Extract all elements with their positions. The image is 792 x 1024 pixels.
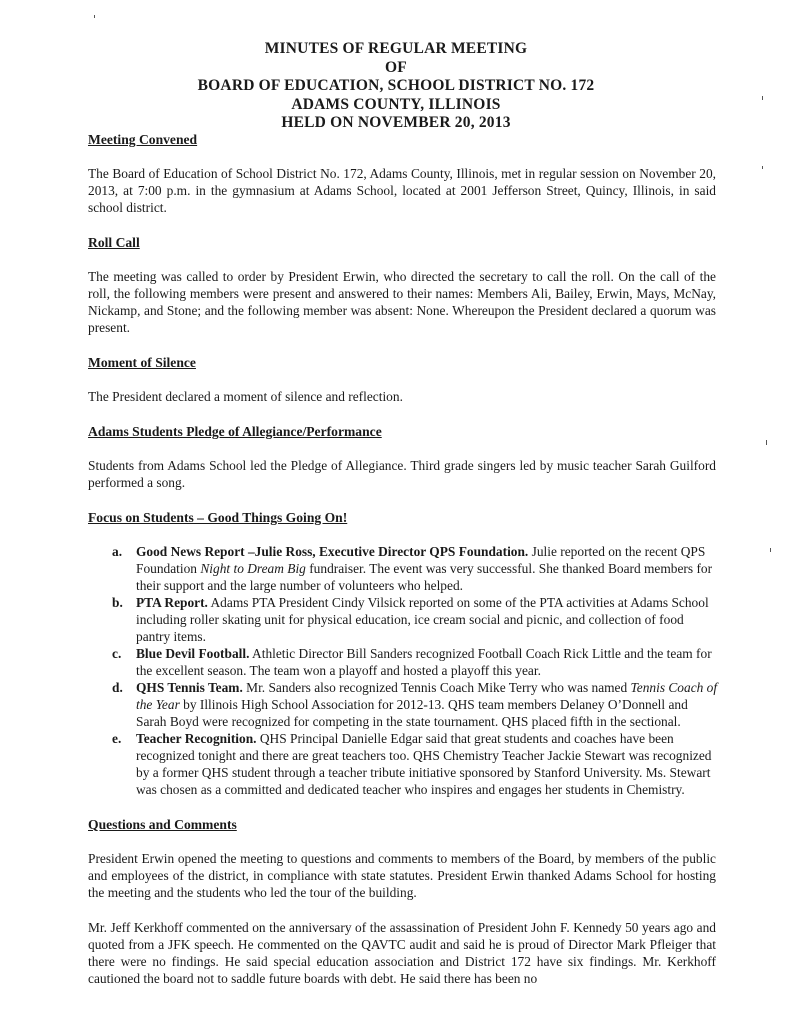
item-text: Julie reported on the recent QPS Foundation bbox=[136, 544, 706, 576]
scan-mark bbox=[762, 96, 763, 100]
scan-mark bbox=[762, 166, 763, 169]
item-marker: b. bbox=[112, 595, 123, 610]
item-text: by Illinois High School Association for 2012-13. QHS team members Delaney O’Donnell and Sarah Boyd were recognized for competing in the state tournament. QHS placed fifth in the sectional. bbox=[136, 697, 688, 729]
list-item bbox=[112, 594, 720, 645]
heading-moment-of-silence: Moment of Silence bbox=[88, 355, 196, 370]
heading-questions-and-comments: Questions and Comments bbox=[88, 817, 237, 832]
item-marker: d. bbox=[112, 680, 123, 695]
list-item bbox=[112, 679, 720, 730]
document-body bbox=[88, 131, 716, 987]
document-title bbox=[0, 40, 792, 133]
item-italic: Tennis Coach of the Year bbox=[136, 680, 718, 712]
item-italic: Night to Dream Big bbox=[200, 561, 306, 576]
paragraph-pledge: Students from Adams School led the Pledge of Allegiance. Third grade singers led by music teacher Sarah Guilford performed a song. bbox=[88, 458, 716, 490]
title-line-2: OF bbox=[385, 58, 407, 76]
scan-mark bbox=[766, 440, 767, 445]
title-line-3: BOARD OF EDUCATION, SCHOOL DISTRICT NO. 172 bbox=[197, 77, 595, 94]
item-text: Athletic Director Bill Sanders recognized Football Coach Rick Little and the team for the excellent season. The team won a playoff and hosted a playoff this year. bbox=[136, 646, 712, 678]
title-line-5: HELD ON NOVEMBER 20, 2013 bbox=[281, 114, 511, 131]
paragraph-moment-of-silence: The President declared a moment of silence and reflection. bbox=[88, 389, 403, 404]
paragraph-meeting-convened: The Board of Education of School District No. 172, Adams County, Illinois, met in regular session on November 20, 2013, at 7:00 p.m. in the gymnasium at Adams School, located at 2001 Jefferson Street, Quincy, Illinois, in said school district. bbox=[88, 166, 716, 215]
heading-pledge: Adams Students Pledge of Allegiance/Performance bbox=[88, 424, 382, 439]
item-lead: PTA Report. bbox=[136, 595, 208, 610]
item-text: QHS Principal Danielle Edgar said that great students and coaches have been recognized tonight and there are great teachers too. QHS Chemistry Teacher Jackie Stewart was recognized by a former QHS student through a teacher tribute initiative sponsored by Stanford University. Ms. Stewart was chosen as a committed and dedicated teacher who inspires and engages her students in Chemistry. bbox=[136, 731, 712, 797]
paragraph-questions-1: President Erwin opened the meeting to questions and comments to members of the Board, by members of the public and employees of the district, in compliance with state statutes. President Erwin thanked Adams School for hosting the meeting and the students who led the tour of the building. bbox=[88, 851, 716, 900]
scan-mark bbox=[94, 15, 95, 18]
item-text: Mr. Sanders also recognized Tennis Coach Mike Terry who was named bbox=[242, 680, 631, 695]
heading-meeting-convened: Meeting Convened bbox=[88, 132, 198, 147]
title-line-4: ADAMS COUNTY, ILLINOIS bbox=[291, 95, 501, 113]
paragraph-questions-2: Mr. Jeff Kerkhoff commented on the anniversary of the assassination of President John F. Kennedy 50 years ago and quoted from a JFK speech. He commented on the QAVTC audit and said he is proud of Director Mark Pfleiger that there were no findings. He said special education association and District 172 have six findings. Mr. Kerkhoff cautioned the board not to saddle future boards with debt. He said there has been no bbox=[88, 920, 716, 986]
item-text: Adams PTA President Cindy Vilsick reported on some of the PTA activities at Adams School including roller skating unit for physical education, ice cream social and picnic, and collection of food pantry items. bbox=[136, 595, 709, 644]
item-lead: QHS Tennis Team. bbox=[136, 680, 243, 695]
paragraph-roll-call: The meeting was called to order by President Erwin, who directed the secretary to call the roll. On the call of the roll, the following members were present and answered to their names: Members Ali, Bailey, Erwin, Mays, McNay, Nickamp, and Stone; and the following member was absent: None. Whereupon the President declared a quorum was present. bbox=[88, 269, 716, 335]
heading-roll-call: Roll Call bbox=[88, 235, 140, 250]
item-lead: Good News Report –Julie Ross, Executive Director QPS Foundation. bbox=[136, 544, 529, 559]
item-lead: Blue Devil Football. bbox=[136, 646, 250, 661]
item-marker: a. bbox=[112, 544, 123, 559]
item-marker: c. bbox=[112, 646, 122, 661]
item-text: fundraiser. The event was very successful. She thanked Board members for their support and the large number of volunteers who helped. bbox=[136, 561, 713, 593]
item-lead: Teacher Recognition. bbox=[136, 731, 257, 746]
focus-items-list bbox=[88, 543, 720, 798]
list-item bbox=[112, 730, 720, 798]
list-item bbox=[112, 543, 720, 594]
title-line-1: MINUTES OF REGULAR MEETING bbox=[264, 40, 528, 57]
scan-mark bbox=[770, 548, 771, 552]
item-marker: e. bbox=[112, 731, 122, 746]
list-item bbox=[112, 645, 720, 679]
heading-focus-on-students: Focus on Students – Good Things Going On! bbox=[88, 510, 348, 525]
